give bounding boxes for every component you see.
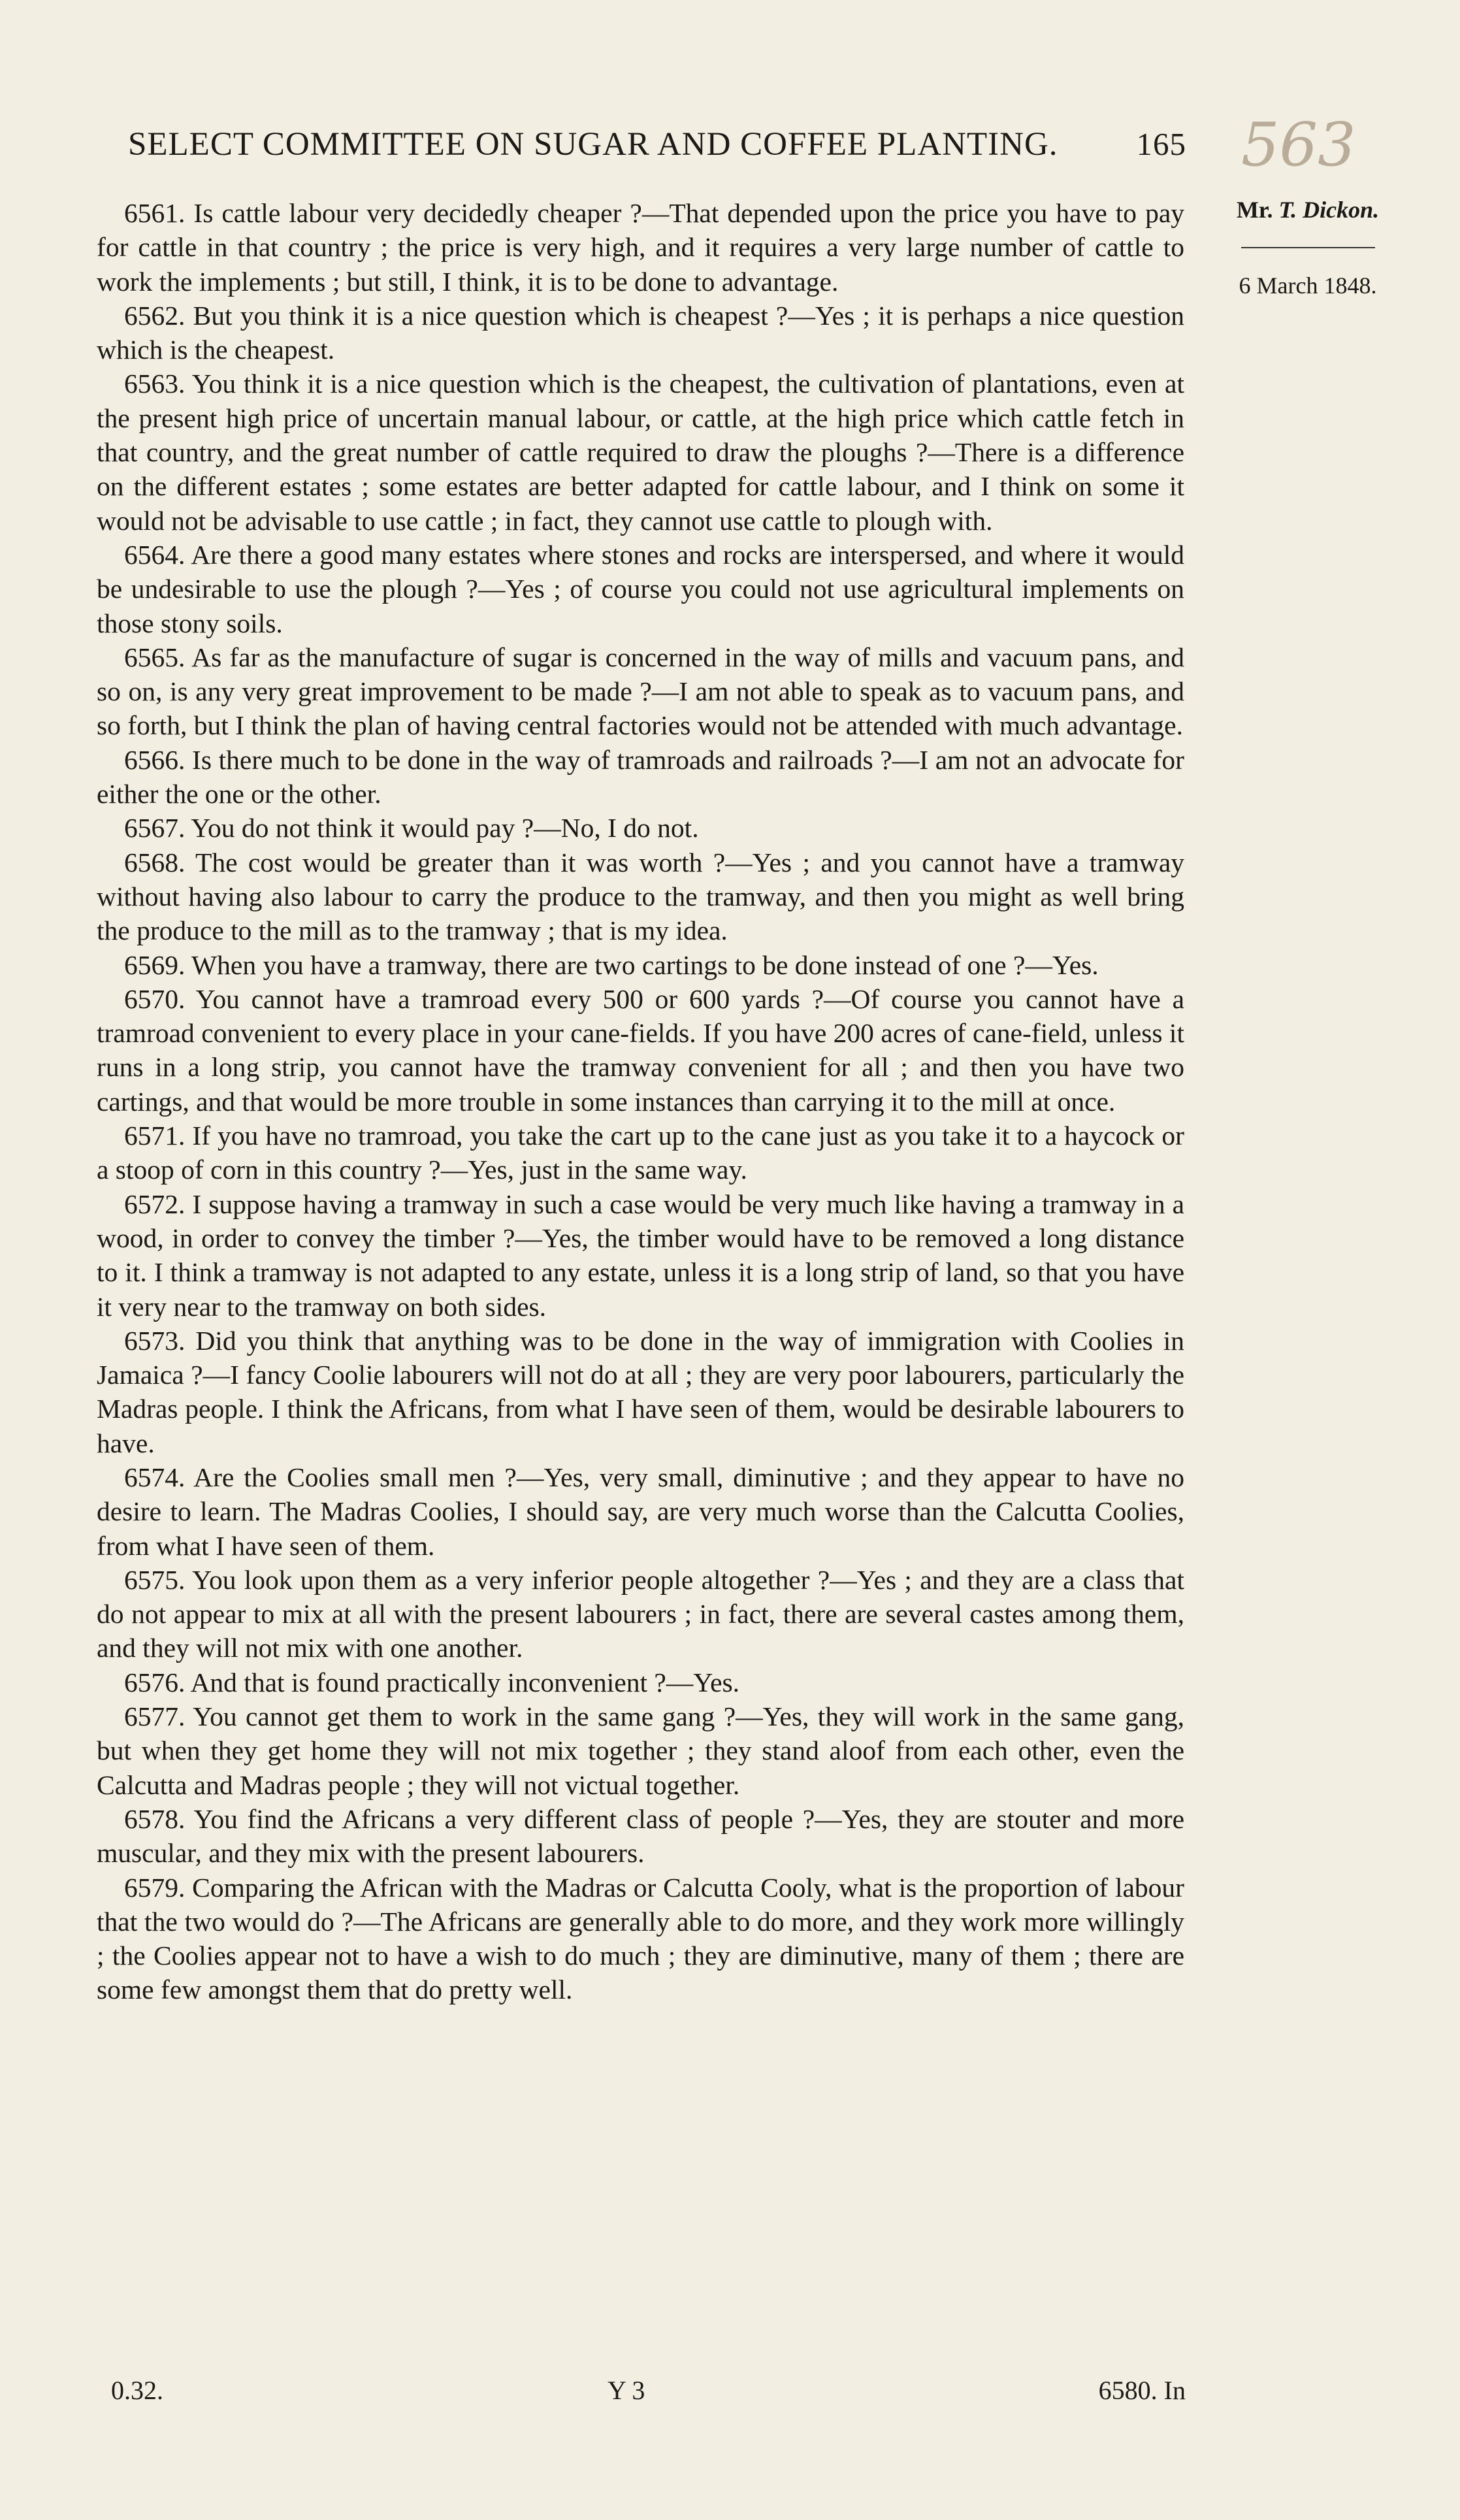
question-6563: 6563. You think it is a nice question which is the cheapest, the cultivation of plantations, even at the present high price of uncertain manual labour, or cattle, at the high price which cattle fetch in that country, and the great number of cattle required to draw the ploughs ?—There is a difference on the different estates ; some estates are better adapted for cattle labour, and I think on some it would not be advisable to use cattle ; in fact, they cannot use cattle to plough with. bbox=[97, 368, 1184, 536]
catchword: 6580. In bbox=[1098, 2376, 1186, 2405]
witness-name: T. Dickon. bbox=[1278, 197, 1380, 223]
question-6561: 6561. Is cattle labour very decidedly cheaper ?—That depended upon the price you have to pay for cattle in that country ; the price is very high, and it requires a very large number of cattle to work the implements ; but still, I think, it is to be done to advantage. bbox=[97, 198, 1184, 297]
paper-reference: 0.32. bbox=[111, 2376, 163, 2405]
question-6573: 6573. Did you think that anything was to be done in the way of immigration with Coolies in Jamaica ?—I fancy Coolie labourers will not do at all ; they are very poor labourers, particularly the Madras people. I think the Africans, from what I have seen of them, would be desirable labourers to have. bbox=[97, 1325, 1184, 1458]
question-6576: 6576. And that is found practically inconvenient ?—Yes. bbox=[124, 1667, 740, 1697]
page-number: 165 bbox=[1136, 126, 1186, 162]
question-6564: 6564. Are there a good many estates where stones and rocks are interspersed, and where it would be undesirable to use the plough ?—Yes ; of course you could not use agricultural implements on those stony soils. bbox=[97, 539, 1184, 638]
question-6569: 6569. When you have a tramway, there are two cartings to be done instead of one ?—Yes. bbox=[124, 949, 1099, 980]
running-title: SELECT COMMITTEE ON SUGAR AND COFFEE PLANTING. bbox=[128, 126, 1058, 163]
testimony-body bbox=[97, 196, 1184, 2007]
question-6577: 6577. You cannot get them to work in the same gang ?—Yes, they will work in the same gang, but when they get home they will not mix together ; they stand aloof from each other, even the Calcutta and Madras people ; they will not victual together. bbox=[97, 1701, 1184, 1800]
signature-mark: Y 3 bbox=[608, 2376, 645, 2405]
question-6571: 6571. If you have no tramroad, you take the cart up to the cane just as you take it to a haycock or a stoop of corn in this country ?—Yes, just in the same way. bbox=[97, 1121, 1184, 1185]
question-6565: 6565. As far as the manufacture of sugar is concerned in the way of mills and vacuum pans, and so on, is any very great improvement to be made ?—I am not able to speak as to vacuum pans, and so forth, but I think the plan of having central factories would not be attended with much advantage. bbox=[97, 642, 1184, 741]
question-6572: 6572. I suppose having a tramway in such a case would be very much like having a tramway in a wood, in order to convey the timber ?—Yes, the timber would have to be removed a long distance to it. I think a tramway is not adapted to any estate, unless it is a long strip of land, so that you have it very near to the tramway on both sides. bbox=[97, 1188, 1184, 1322]
question-6575: 6575. You look upon them as a very inferior people altogether ?—Yes ; and they are a class that do not appear to mix at all with the present labourers ; in fact, there are several castes among them, and they will not mix with one another. bbox=[97, 1564, 1184, 1663]
question-6566: 6566. Is there much to be done in the way of tramroads and railroads ?—I am not an advocate for either the one or the other. bbox=[97, 744, 1184, 810]
question-6567: 6567. You do not think it would pay ?—No, I do not. bbox=[124, 813, 699, 843]
question-6578: 6578. You find the Africans a very different class of people ?—Yes, they are stouter and more muscular, and they mix with the present labourers. bbox=[97, 1803, 1184, 1869]
margin-rule bbox=[1241, 247, 1375, 248]
question-6579: 6579. Comparing the African with the Madras or Calcutta Cooly, what is the proportion of labour that the two would do ?—The Africans are generally able to do more, and they work more willingly ; the Coolies appear not to have a wish to do much ; they are diminutive, many of them ; there are some few amongst them that do pretty well. bbox=[97, 1872, 1184, 2005]
question-6562: 6562. But you think it is a nice question which is cheapest ?—Yes ; it is perhaps a nice question which is the cheapest. bbox=[97, 300, 1184, 365]
question-6574: 6574. Are the Coolies small men ?—Yes, very small, diminutive ; and they appear to have no desire to learn. The Madras Coolies, I should say, are very much worse than the Calcutta Coolies, from what I have seen of them. bbox=[97, 1462, 1184, 1561]
question-6568: 6568. The cost would be greater than it was worth ?—Yes ; and you cannot have a tramway without having also labour to carry the produce to the tramway, and then you might as well bring the produce to the mill as to the tramway ; that is my idea. bbox=[97, 847, 1184, 946]
evidence-date: 6 March 1848. bbox=[1239, 272, 1377, 299]
witness-label bbox=[1220, 196, 1395, 223]
witness-prefix: Mr. bbox=[1236, 197, 1273, 223]
handwritten-folio-number: 563 bbox=[1241, 110, 1356, 180]
question-6570: 6570. You cannot have a tramroad every 500 or 600 yards ?—Of course you cannot have a tramroad convenient to every place in your cane-fields. If you have 200 acres of cane-field, unless it runs in a long strip, you cannot have the tramway convenient for all ; and then you have two cartings, and that would be more trouble in some instances than carrying it to the mill at once. bbox=[97, 983, 1184, 1117]
margin-note bbox=[1220, 196, 1395, 299]
page-header bbox=[128, 125, 1186, 163]
